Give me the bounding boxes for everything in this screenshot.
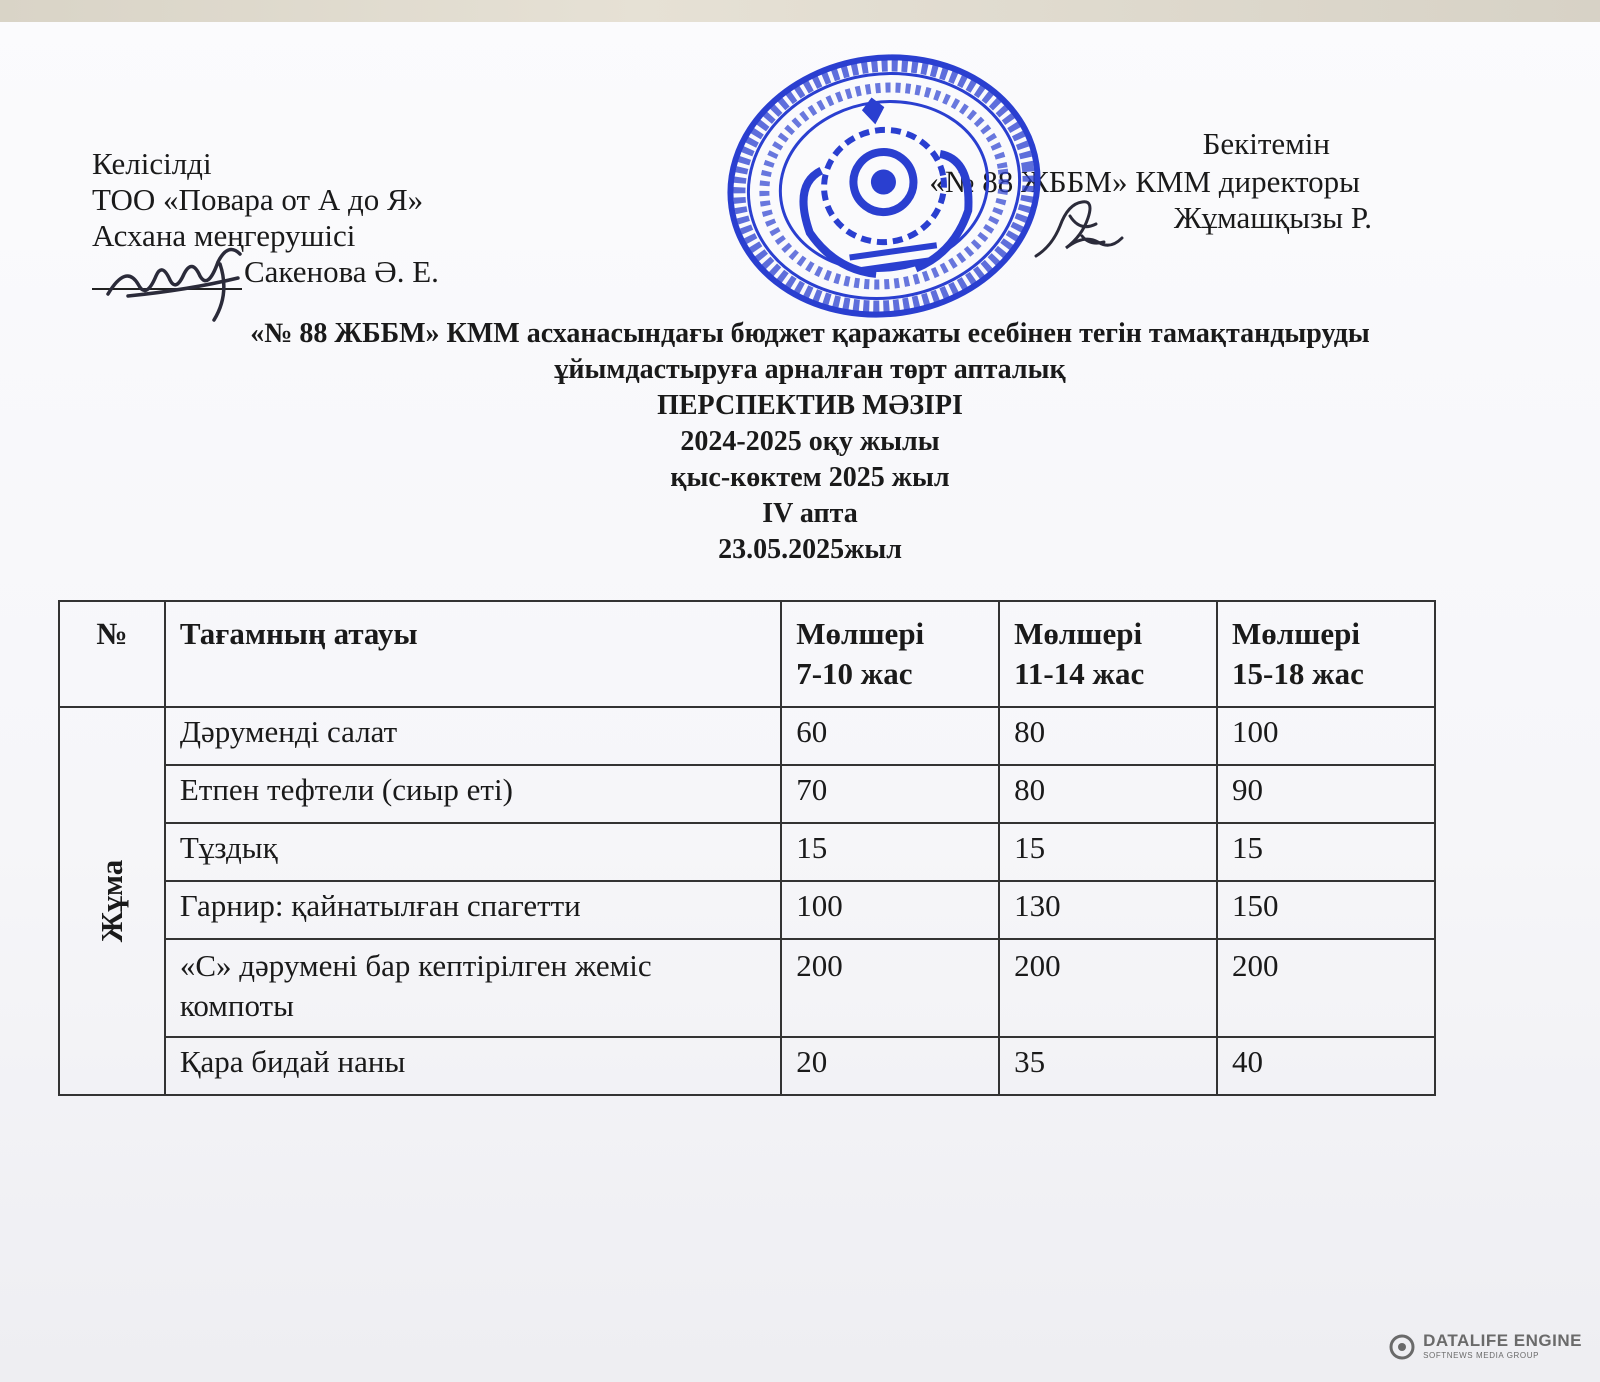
amount-15-18: 100	[1217, 707, 1435, 765]
amount-7-10: 70	[781, 765, 999, 823]
approved-person: Жұмашқызы Р.	[1173, 200, 1372, 235]
title-line-7: 23.05.2025жыл	[718, 534, 902, 565]
amount-15-18: 40	[1217, 1037, 1435, 1095]
header-amount-7-10	[781, 601, 999, 707]
signature-right-image	[1030, 186, 1130, 276]
title-line-6: IV апта	[762, 498, 858, 529]
title-line-5: қыс-көктем 2025 жыл	[670, 462, 950, 493]
amount-15-18: 90	[1217, 765, 1435, 823]
amount-15-18: 200	[1217, 939, 1435, 1037]
dish-name: Дәруменді салат	[165, 707, 781, 765]
datalife-logo-icon	[1389, 1334, 1415, 1360]
agreed-heading: Келісілді	[92, 146, 212, 181]
day-cell	[59, 707, 165, 1095]
header-amount-label: Мөлшері	[1014, 616, 1143, 651]
table-row	[59, 939, 1435, 1037]
amount-7-10: 60	[781, 707, 999, 765]
header-age-11-14: 11-14 жас	[1014, 656, 1145, 691]
header-dish-name: Тағамның атауы	[165, 601, 781, 707]
watermark-sub: SOFTNEWS MEDIA GROUP	[1423, 1351, 1540, 1360]
document-title	[150, 316, 1470, 568]
watermark-brand: DATALIFE ENGINE	[1423, 1331, 1582, 1350]
table-row	[59, 765, 1435, 823]
amount-15-18: 15	[1217, 823, 1435, 881]
dish-name: Қара бидай наны	[165, 1037, 781, 1095]
amount-11-14: 130	[999, 881, 1217, 939]
header-age-15-18: 15-18 жас	[1232, 656, 1364, 691]
agreed-position: Асхана меңгерушісі	[92, 218, 356, 253]
title-line-1: «№ 88 ЖББМ» КММ асханасындағы бюджет қаражаты есебінен тегін тамақтандыруды	[250, 318, 1370, 349]
dish-name: Етпен тефтели (сиыр еті)	[165, 765, 781, 823]
table-row	[59, 1037, 1435, 1095]
day-label: Жұма	[93, 859, 129, 943]
dish-name: «С» дәрумені бар кептірілген жеміс компоты	[165, 939, 781, 1037]
amount-7-10: 200	[781, 939, 999, 1037]
header-amount-label: Мөлшері	[1232, 616, 1360, 651]
approved-position: «№ 88 ЖББМ» КММ директоры	[929, 164, 1360, 199]
header-amount-label: Мөлшері	[796, 616, 925, 651]
amount-7-10: 15	[781, 823, 999, 881]
approved-heading: Бекітемін	[1202, 126, 1330, 161]
watermark	[1389, 1333, 1582, 1360]
amount-7-10: 100	[781, 881, 999, 939]
dish-name: Тұздық	[165, 823, 781, 881]
amount-11-14: 35	[999, 1037, 1217, 1095]
amount-15-18: 150	[1217, 881, 1435, 939]
scan-edge	[0, 0, 1600, 22]
amount-11-14: 80	[999, 765, 1217, 823]
amount-7-10: 20	[781, 1037, 999, 1095]
header-amount-11-14	[999, 601, 1217, 707]
menu-table	[58, 600, 1436, 1096]
signature-left-image	[98, 234, 268, 324]
agreed-org: ТОО «Повара от А до Я»	[92, 182, 424, 217]
title-line-4: 2024-2025 оқу жылы	[680, 426, 940, 457]
table-row	[59, 707, 1435, 765]
table-header-row	[59, 601, 1435, 707]
agreed-person: Сакенова Ә. Е.	[244, 254, 439, 289]
dish-name: Гарнир: қайнатылған спагетти	[165, 881, 781, 939]
table-row	[59, 881, 1435, 939]
table-row	[59, 823, 1435, 881]
title-line-2: ұйымдастыруға арналған төрт апталық	[554, 354, 1066, 385]
amount-11-14: 15	[999, 823, 1217, 881]
header-amount-15-18	[1217, 601, 1435, 707]
header-age-7-10: 7-10 жас	[796, 656, 913, 691]
amount-11-14: 200	[999, 939, 1217, 1037]
amount-11-14: 80	[999, 707, 1217, 765]
header-number: №	[59, 601, 165, 707]
title-line-3: ПЕРСПЕКТИВ МӘЗІРІ	[657, 390, 963, 421]
official-stamp-image	[720, 52, 1048, 320]
